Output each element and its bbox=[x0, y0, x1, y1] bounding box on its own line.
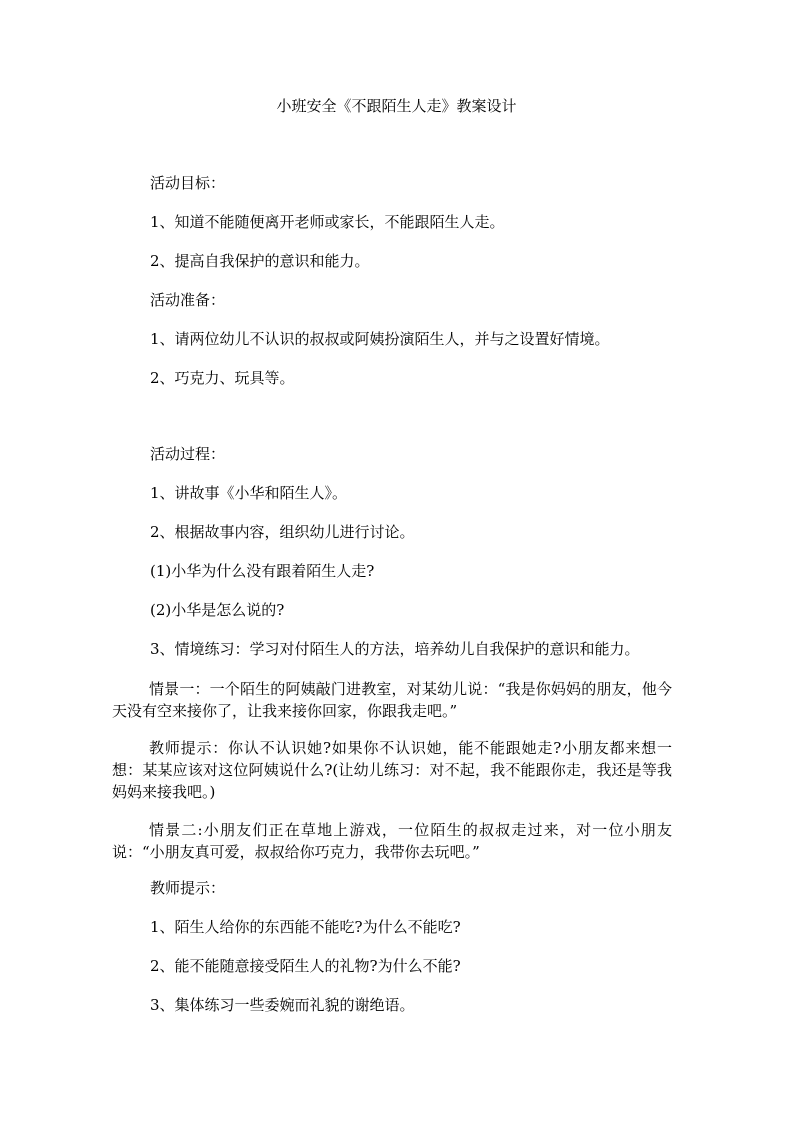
goals-heading: 活动目标： bbox=[150, 174, 226, 192]
prep-item-2: 2、巧克力、玩具等。 bbox=[150, 369, 295, 387]
teacher-hint-1-paragraph: 教师提示：你认不认识她?如果你不认识她，能不能跟她走?小朋友都来想一想：某某应该对这位阿姨说什么?(让幼儿练习：对不起，我不能跟你走，我还是等我妈妈来接我吧。) bbox=[112, 739, 672, 801]
teacher-hint-2-heading: 教师提示： bbox=[150, 879, 226, 897]
process-step-3: 3、情境练习：学习对付陌生人的方法，培养幼儿自我保护的意识和能力。 bbox=[150, 640, 640, 658]
process-step-1: 1、讲故事《小华和陌生人》。 bbox=[150, 484, 348, 502]
teacher-hint-2-question-2: 2、能不能随意接受陌生人的礼物?为什么不能? bbox=[150, 957, 461, 975]
goal-item-1: 1、知道不能随便离开老师或家长，不能跟陌生人走。 bbox=[150, 213, 505, 231]
process-heading: 活动过程： bbox=[150, 445, 226, 463]
document-title: 小班安全《不跟陌生人走》教案设计 bbox=[276, 97, 517, 115]
process-step-2: 2、根据故事内容，组织幼儿进行讨论。 bbox=[150, 523, 415, 541]
discussion-question-2: (2)小华是怎么说的? bbox=[150, 601, 285, 619]
prep-heading: 活动准备： bbox=[150, 291, 226, 309]
teacher-hint-2-question-3: 3、集体练习一些委婉而礼貌的谢绝语。 bbox=[150, 996, 415, 1014]
teacher-hint-2-question-1: 1、陌生人给你的东西能不能吃?为什么不能吃? bbox=[150, 918, 461, 936]
scenario-1-paragraph: 情景一：一个陌生的阿姨敲门进教室，对某幼儿说：“我是你妈妈的朋友，他今天没有空来接你了，让我来接你回家，你跟我走吧。” bbox=[112, 680, 672, 720]
scenario-2-paragraph: 情景二:小朋友们正在草地上游戏，一位陌生的叔叔走过来，对一位小朋友说：“小朋友真可爱，叔叔给你巧克力，我带你去玩吧。” bbox=[112, 821, 672, 861]
goal-item-2: 2、提高自我保护的意识和能力。 bbox=[150, 252, 370, 270]
discussion-question-1: (1)小华为什么没有跟着陌生人走? bbox=[150, 562, 375, 580]
prep-item-1: 1、请两位幼儿不认识的叔叔或阿姨扮演陌生人，并与之设置好情境。 bbox=[150, 330, 610, 348]
